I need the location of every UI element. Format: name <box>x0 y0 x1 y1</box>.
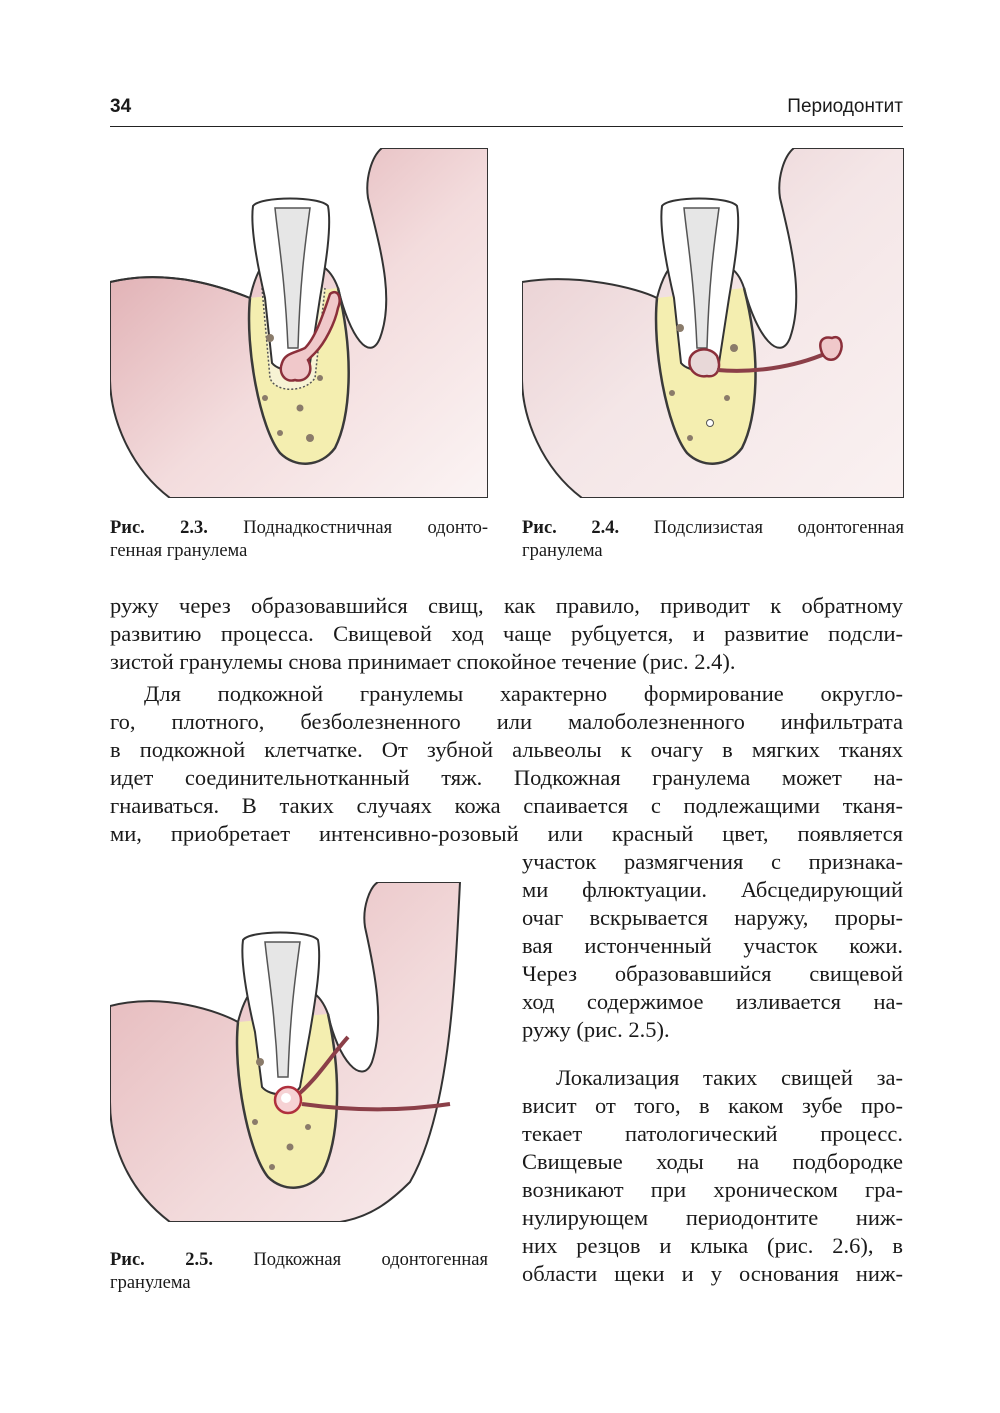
page-number: 34 <box>110 96 132 117</box>
caption-figure-2-3: Рис. 2.3. Поднадкостничная одонто- генная гранулема <box>110 518 488 561</box>
body-paragraph-2-continued: участок размягчения с признака- ми флюктуации. Абсцедирующий очаг вскрывается наружу, проры- вая истонченный участок кожи. Через образовавшийся свищевой ход содержимое изливается на- ружу (рис. 2.5). <box>522 849 903 1042</box>
caption-label: Рис. 2.4. <box>522 518 620 538</box>
figure-2-3 <box>110 148 488 498</box>
caption-label: Рис. 2.5. <box>110 1250 213 1270</box>
body-paragraph-3: Локализация таких свищей за- висит от того, в каком зубе про- текает патологический процесс. Свищевые ходы на подбородке возникают при хроническом гра- нулирующем периодонтите ниж- них резцов и клыка (рис. 2.6), в области щеки и у основания ниж- <box>522 1065 903 1286</box>
page-header <box>110 96 903 127</box>
figure-2-4 <box>522 148 904 498</box>
body-paragraph-1: ружу через образовавшийся свищ, как правило, приводит к обратному развитию процесса. Свищевой ход чаще рубцуется, и развитие подсли- зистой гранулемы снова принимает спокойное течение (рис. 2.4). <box>110 593 903 674</box>
caption-label: Рис. 2.3. <box>110 518 208 538</box>
figure-2-5 <box>110 882 488 1222</box>
figure-2-4-illustration <box>522 148 904 498</box>
figure-2-3-illustration <box>110 148 488 498</box>
caption-figure-2-4: Рис. 2.4. Подслизистая одонтогенная гранулема <box>522 518 905 561</box>
running-title: Периодонтит <box>787 96 903 117</box>
body-paragraph-2: Для подкожной гранулемы характерно формирование округло- го, плотного, безболезненного или малоболезненного инфильтрата в подкожной клетчатке. От зубной альвеолы к очагу в мягких тканях идет соединительнотканный тяж. Подкожная гранулема может на- гнаиваться. В таких случаях кожа спаивается с подлежащими тканя- ми, приобретает интенсивно-розовый или красный цвет, появляется <box>110 681 903 846</box>
figure-2-5-illustration <box>110 882 488 1222</box>
caption-figure-2-5: Рис. 2.5. Подкожная одонтогенная гранулема <box>110 1250 488 1293</box>
